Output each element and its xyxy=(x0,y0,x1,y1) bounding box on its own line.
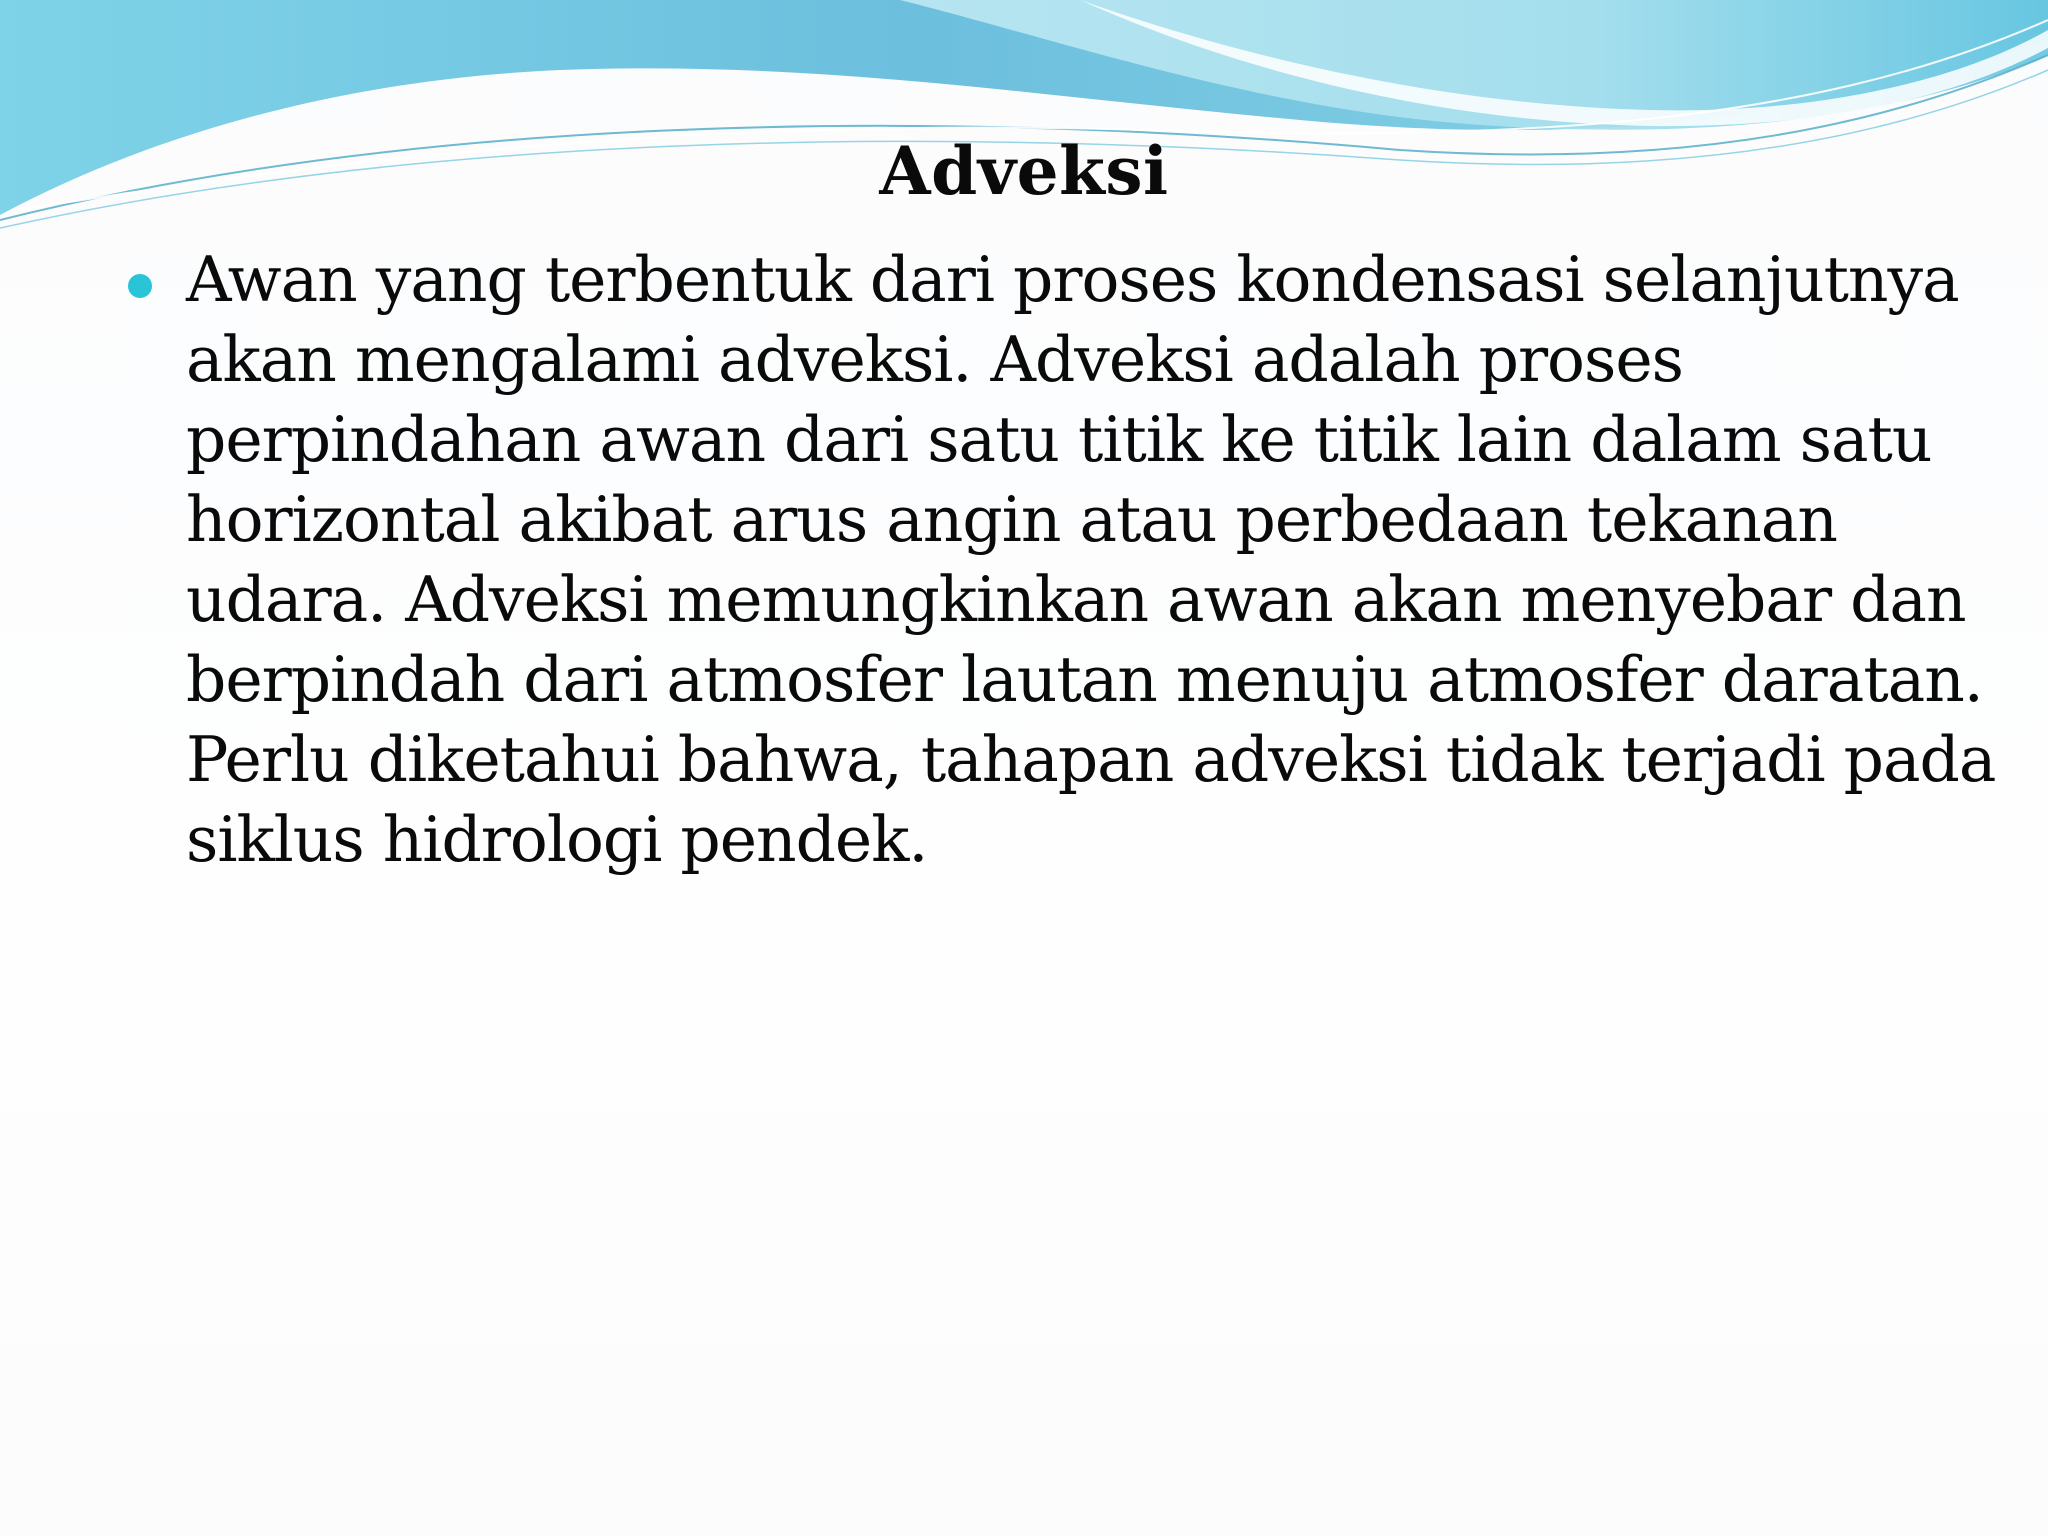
slide-content xyxy=(126,240,2006,880)
bullet-dot-icon xyxy=(128,274,152,298)
bullet-item xyxy=(126,240,2006,880)
bullet-text: Awan yang terbentuk dari proses kondensasi selanjutnya akan mengalami adveksi. Adveksi adalah proses perpindahan awan dari satu titik ke titik lain dalam satu horizontal akibat arus angin atau perbedaan tekanan udara. Adveksi memungkinkan awan akan menyebar dan berpindah dari atmosfer lautan menuju atmosfer daratan. Perlu diketahui bahwa, tahapan adveksi tidak terjadi pada siklus hidrologi pendek. xyxy=(186,243,1996,876)
slide-title: Adveksi xyxy=(879,132,1169,210)
